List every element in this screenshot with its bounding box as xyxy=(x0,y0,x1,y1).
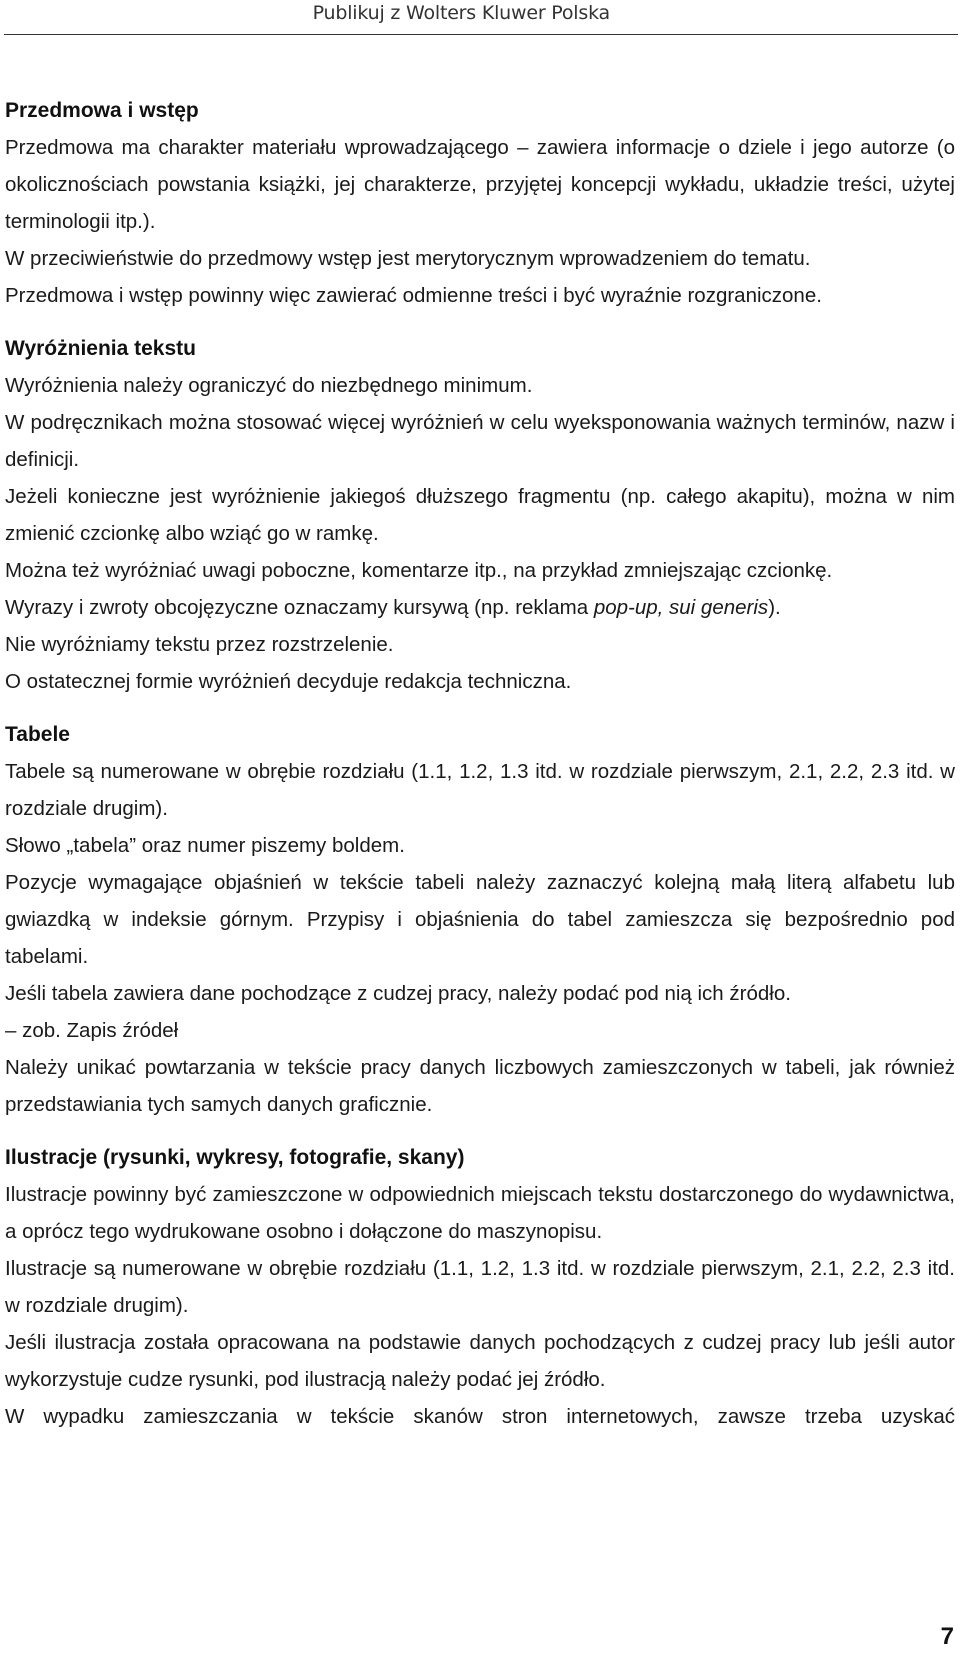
paragraph: Jeżeli konieczne jest wyróżnienie jakiegoś dłuższego fragmentu (np. całego akapitu), można w nim zmienić czcionkę albo wziąć go w ramkę. xyxy=(5,485,955,545)
page-body xyxy=(5,92,955,1451)
section-preface xyxy=(5,92,955,314)
section-tables xyxy=(5,716,955,1123)
section-title-preface: Przedmowa i wstęp xyxy=(5,99,199,122)
section-title-tables: Tabele xyxy=(5,723,70,746)
paragraph: Jeśli ilustracja została opracowana na podstawie danych pochodzących z cudzej pracy lub jeśli autor wykorzystuje cudze rysunki, pod ilustracją należy podać jej źródło. xyxy=(5,1331,955,1391)
paragraph: Można też wyróżniać uwagi poboczne, komentarze itp., na przykład zmniejszając czcionkę. xyxy=(5,559,833,582)
paragraph: Nie wyróżniamy tekstu przez rozstrzelenie. xyxy=(5,633,394,656)
paragraph: Przedmowa ma charakter materiału wprowadzającego – zawiera informacje o dziele i jego autorze (o okolicznościach powstania książki, jej charakterze, przyjętej koncepcji wykładu, układzie treści, użytej terminologii itp.). xyxy=(5,136,955,233)
cross-reference: – zob. Zapis źródeł xyxy=(5,1019,179,1042)
paragraph: Słowo „tabela” oraz numer piszemy boldem. xyxy=(5,834,405,857)
paragraph: W podręcznikach można stosować więcej wyróżnień w celu wyeksponowania ważnych terminów, nazw i definicji. xyxy=(5,411,955,471)
section-illustrations xyxy=(5,1139,955,1435)
paragraph: Pozycje wymagające objaśnień w tekście tabeli należy zaznaczyć kolejną małą literą alfabetu lub gwiazdką w indeksie górnym. Przypisy i objaśnienia do tabel zamieszcza się bezpośrednio pod tabelami. xyxy=(5,871,955,968)
paragraph: Jeśli tabela zawiera dane pochodzące z cudzej pracy, należy podać pod nią ich źródło. xyxy=(5,982,791,1005)
paragraph: Przedmowa i wstęp powinny więc zawierać odmienne treści i być wyraźnie rozgraniczone. xyxy=(5,284,822,307)
italic-example: pop-up, sui generis xyxy=(593,596,769,619)
paragraph: Tabele są numerowane w obrębie rozdziału (1.1, 1.2, 1.3 itd. w rozdziale pierwszym, 2.1, 2.2, 2.3 itd. w rozdziale drugim). xyxy=(5,760,955,820)
page-number: 7 xyxy=(940,1623,954,1650)
running-header: Publikuj z Wolters Kluwer Polska xyxy=(312,2,610,24)
paragraph-continued: W wypadku zamieszczania w tekście skanów stron internetowych, zawsze trzeba uzyskać xyxy=(5,1405,955,1428)
paragraph-foreign-terms xyxy=(5,589,955,626)
paragraph: W przeciwieństwie do przedmowy wstęp jest merytorycznym wprowadzeniem do tematu. xyxy=(5,247,811,270)
paragraph: Ilustracje są numerowane w obrębie rozdziału (1.1, 1.2, 1.3 itd. w rozdziale pierwszym, 2.1, 2.2, 2.3 itd. w rozdziale drugim). xyxy=(5,1257,955,1317)
section-emphasis xyxy=(5,330,955,700)
paragraph: O ostatecznej formie wyróżnień decyduje redakcja techniczna. xyxy=(5,670,572,693)
paragraph: Ilustracje powinny być zamieszczone w odpowiednich miejscach tekstu dostarczonego do wydawnictwa, a oprócz tego wydrukowane osobno i dołączone do maszynopisu. xyxy=(5,1183,955,1243)
section-title-emphasis: Wyróżnienia tekstu xyxy=(5,337,196,360)
text-run: ). xyxy=(768,596,781,619)
header-divider xyxy=(4,34,958,35)
paragraph: Należy unikać powtarzania w tekście pracy danych liczbowych zamieszczonych w tabeli, jak również przedstawiania tych samych danych graficznie. xyxy=(5,1056,955,1116)
text-run: Wyrazy i zwroty obcojęzyczne oznaczamy kursywą (np. reklama xyxy=(5,596,594,619)
section-title-illustrations: Ilustracje (rysunki, wykresy, fotografie, skany) xyxy=(5,1146,465,1169)
paragraph: Wyróżnienia należy ograniczyć do niezbędnego minimum. xyxy=(5,374,533,397)
